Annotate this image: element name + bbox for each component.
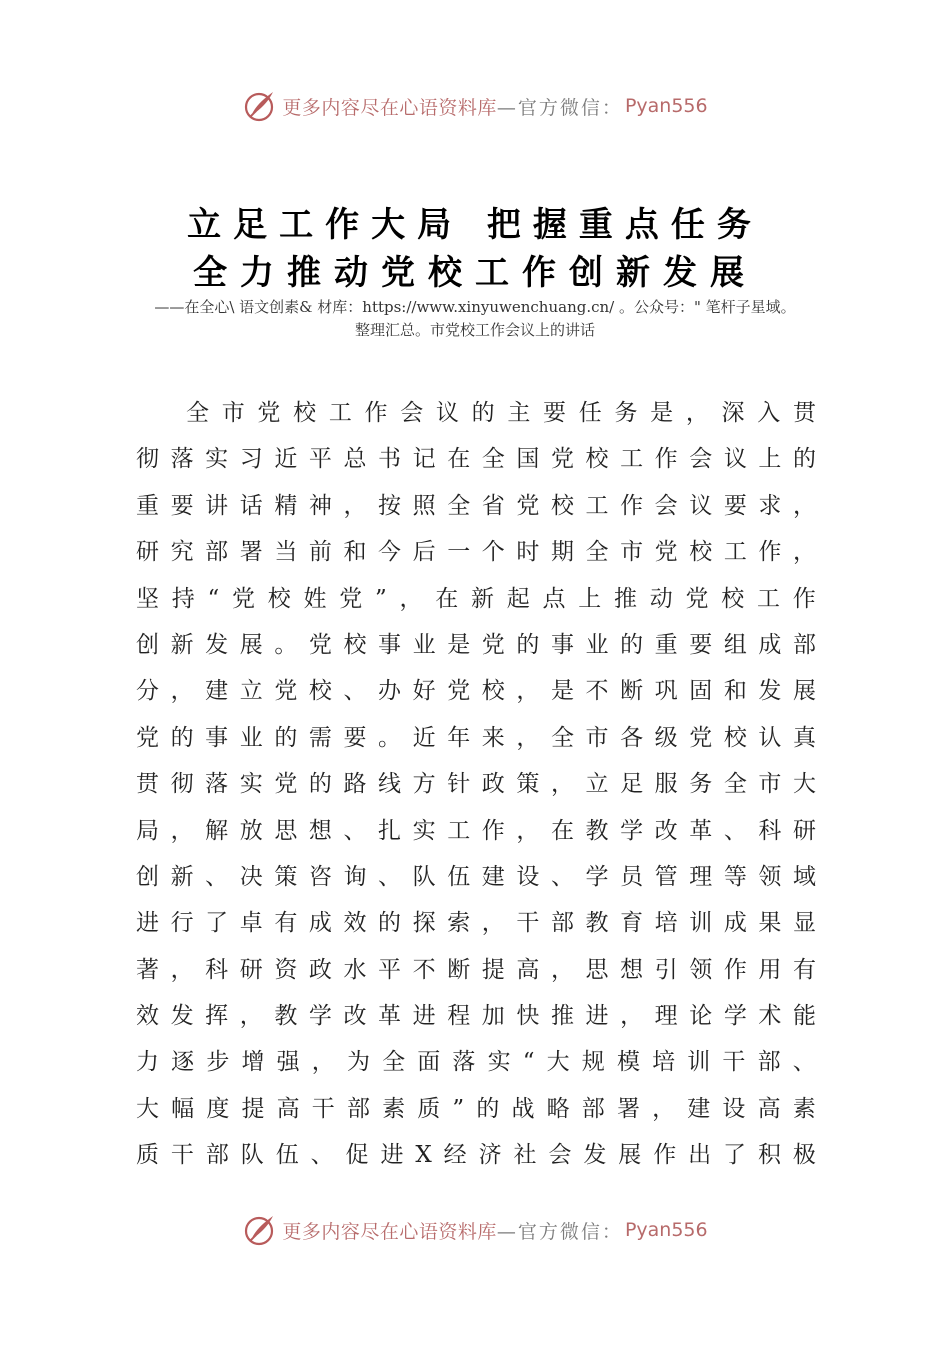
banner-separator-text: —官方微信： — [496, 1220, 623, 1243]
document-title-line1: 立足工作大局 把握重点任务 — [187, 205, 763, 245]
body-line: 党 的 事 业 的 需 要 。 近 年 来 ， 全 市 各 级 党 校 认 真 — [136, 724, 816, 751]
banner-wechat-id: Pyan556 — [624, 95, 708, 117]
body-line: 分 ， 建 立 党 校 、 办 好 党 校 ， 是 不 断 巩 固 和 发 展 — [136, 678, 816, 705]
banner-main-text: 更多内容尽在心语资料库 — [282, 1220, 497, 1243]
header-banner — [0, 84, 950, 128]
body-line: 全 市 党 校 工 作 会 议 的 主 要 任 务 是 ， 深 入 贯 — [186, 400, 816, 426]
banner-wechat-id: Pyan556 — [624, 1219, 708, 1241]
body-line: 力 逐 步 增 强 ， 为 全 面 落 实 “ 大 规 模 培 训 干 部 、 — [136, 1049, 816, 1076]
body-line: 效 发 挥 ， 教 学 改 革 进 程 加 快 推 进 ， 理 论 学 术 能 — [136, 1003, 816, 1030]
body-line: 贯 彻 落 实 党 的 路 线 方 针 政 策 ， 立 足 服 务 全 市 大 — [136, 771, 816, 798]
document-title-line2: 全力推动党校工作创新发展 — [193, 253, 757, 293]
banner-separator-text: —官方微信： — [496, 96, 623, 119]
body-line: 重 要 讲 话 精 神 ， 按 照 全 省 党 校 工 作 会 议 要 求 ， — [136, 492, 816, 519]
body-line: 质 干 部 队 伍 、 促 进 X 经 济 社 会 发 展 作 出 了 积 极 — [136, 1142, 816, 1169]
body-line: 局 ， 解 放 思 想 、 扎 实 工 作 ， 在 教 学 改 革 、 科 研 — [136, 817, 816, 844]
banner-main-text: 更多内容尽在心语资料库 — [282, 96, 497, 119]
quill-logo-icon — [242, 88, 278, 124]
body-line: 彻 落 实 习 近 平 总 书 记 在 全 国 党 校 工 作 会 议 上 的 — [136, 446, 816, 473]
quill-logo-icon — [242, 1212, 278, 1248]
document-subtitle-line1: ——在全心\ 语文创素& 材库：https://www.xinyuwenchuang.cn/ 。公众号：" 笔杆子星域。 — [154, 298, 796, 316]
document-subtitle-line2: 整理汇总。市党校工作会议上的讲话 — [354, 321, 595, 339]
body-line: 进 行 了 卓 有 成 效 的 探 索 ， 干 部 教 育 培 训 成 果 显 — [136, 910, 816, 937]
body-line: 研 究 部 署 当 前 和 今 后 一 个 时 期 全 市 党 校 工 作 ， — [136, 539, 816, 566]
body-line: 创 新 发 展 。 党 校 事 业 是 党 的 事 业 的 重 要 组 成 部 — [136, 631, 816, 658]
document-body — [136, 390, 816, 1179]
body-line: 大 幅 度 提 高 干 部 素 质 ” 的 战 略 部 署 ， 建 设 高 素 — [136, 1095, 816, 1122]
footer-banner — [0, 1208, 950, 1252]
body-line: 坚 持 “ 党 校 姓 党 ” ， 在 新 起 点 上 推 动 党 校 工 作 — [136, 585, 816, 612]
body-line: 创 新 、 决 策 咨 询 、 队 伍 建 设 、 学 员 管 理 等 领 域 — [136, 863, 816, 890]
body-line: 著 ， 科 研 资 政 水 平 不 断 提 高 ， 思 想 引 领 作 用 有 — [136, 956, 816, 983]
